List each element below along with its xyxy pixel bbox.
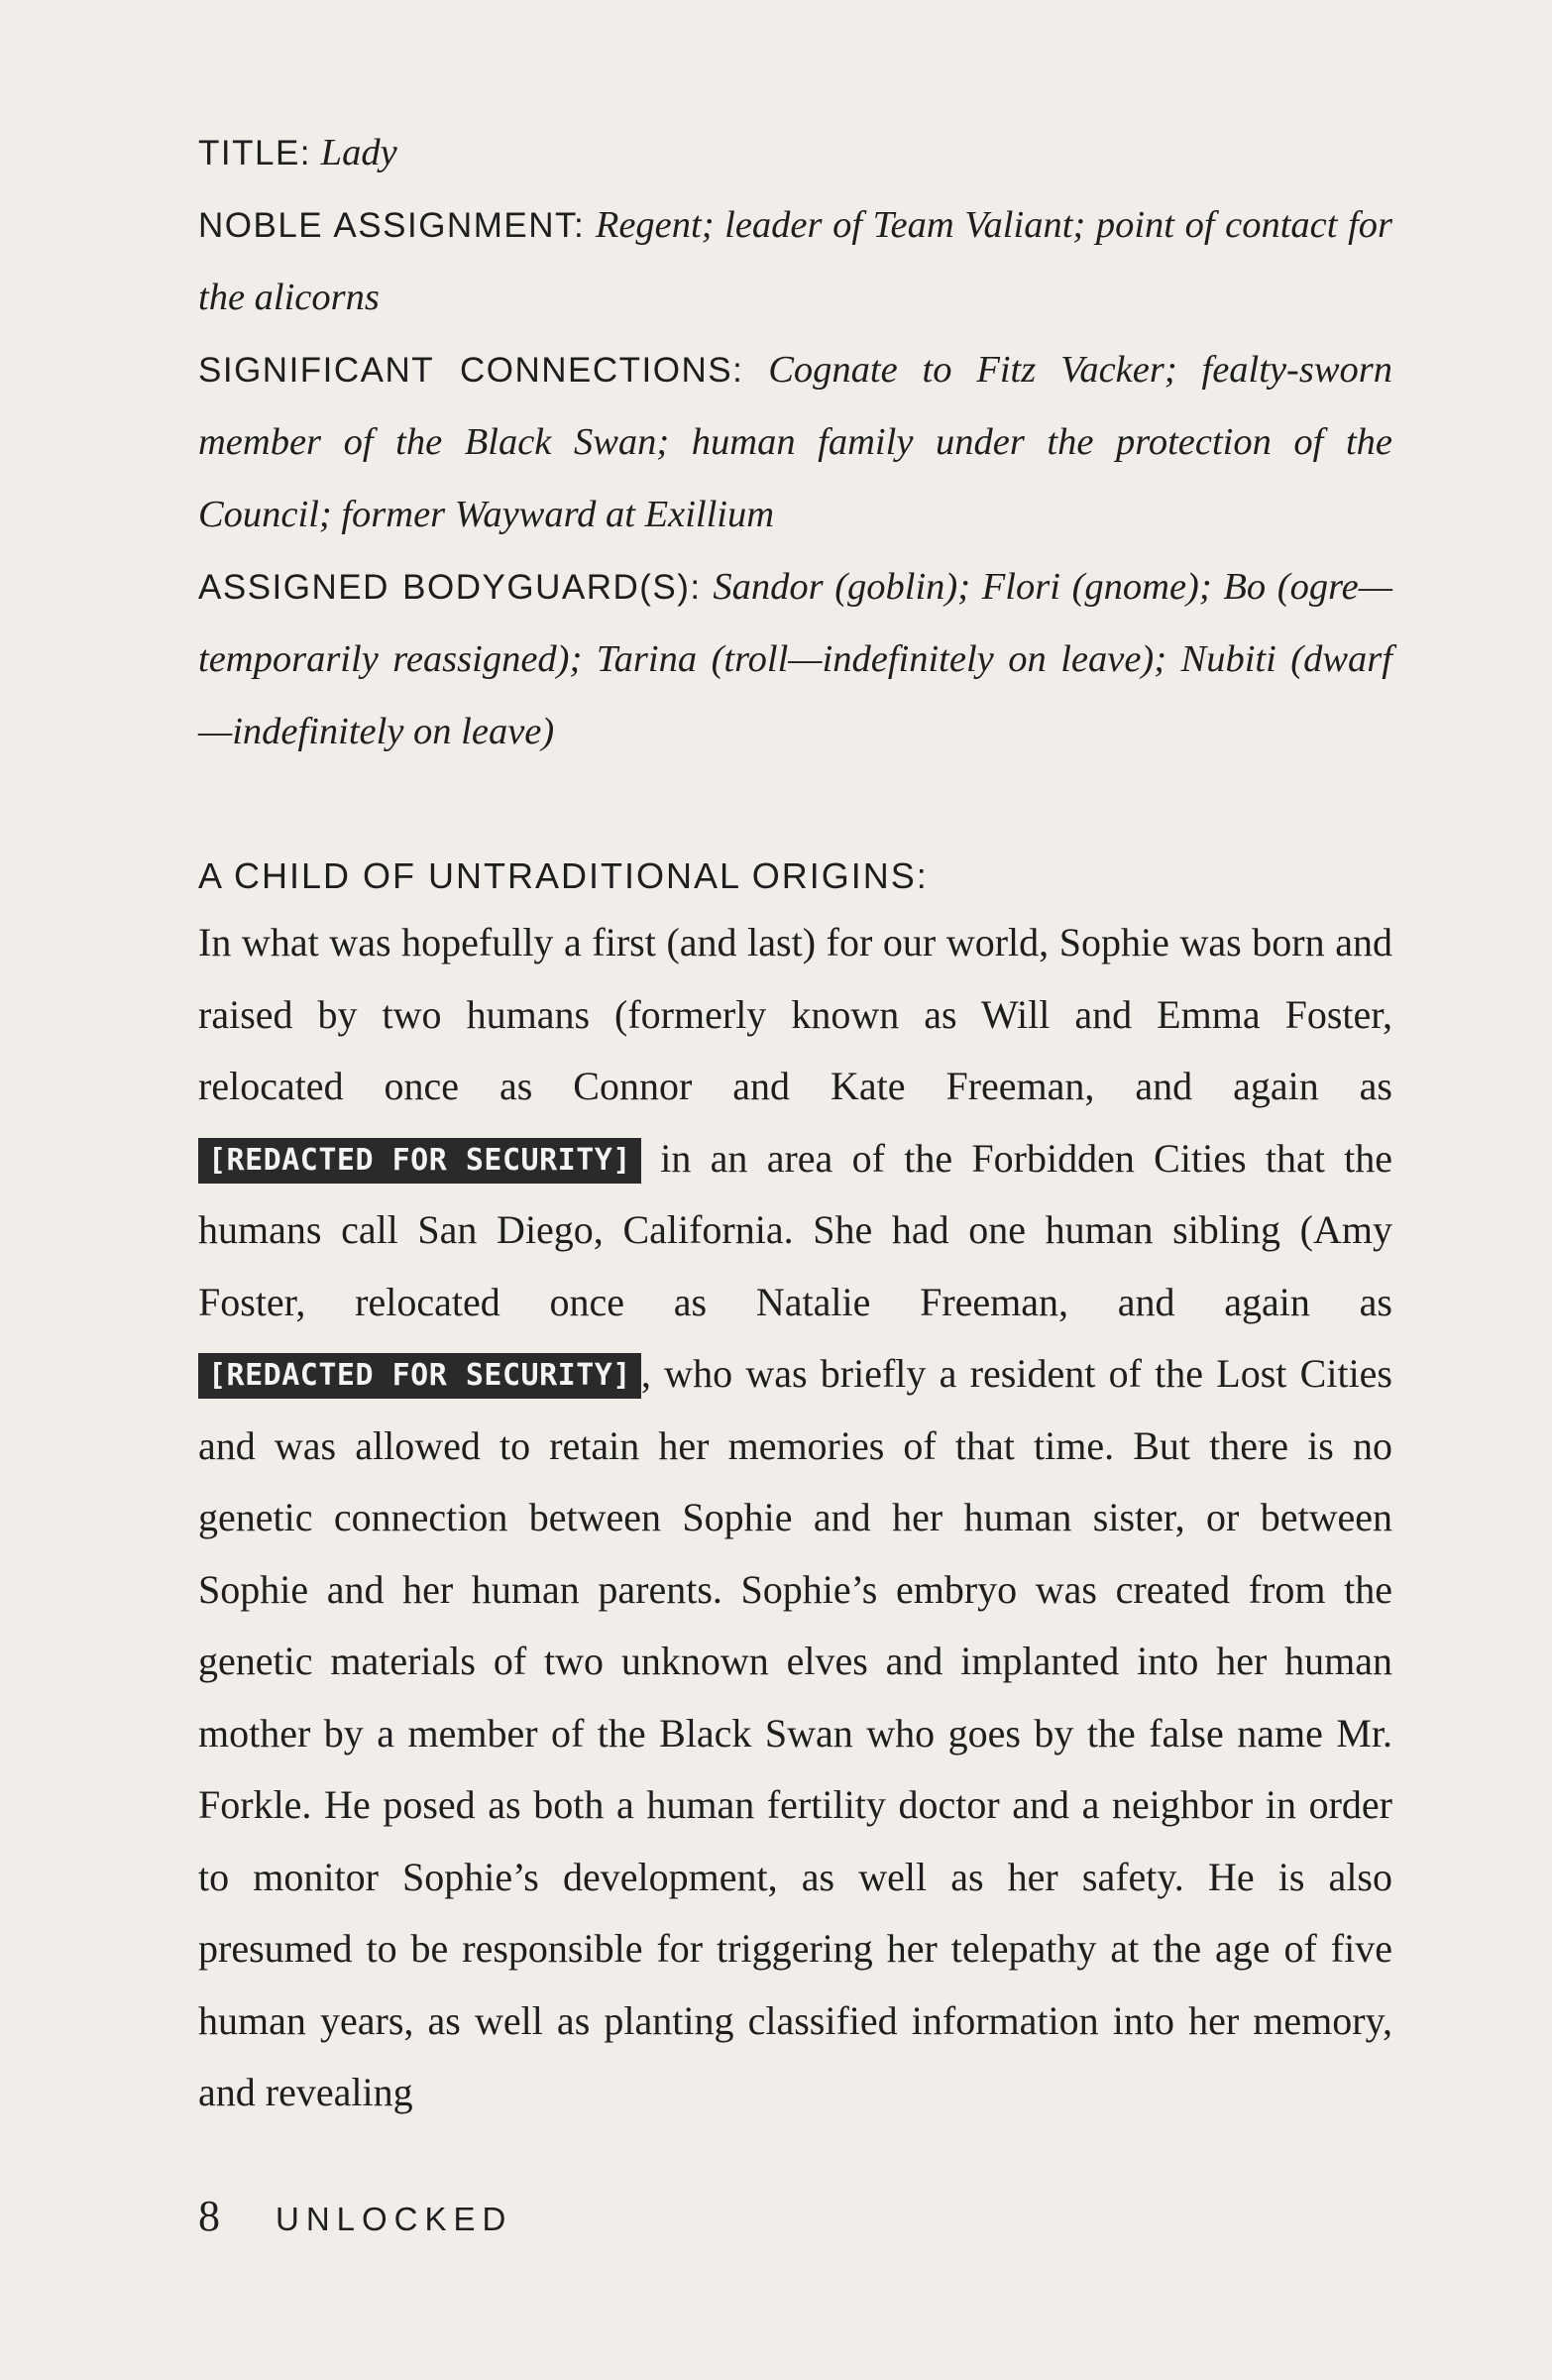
noble-assignment-field	[198, 189, 1392, 334]
significant-connections-field	[198, 334, 1392, 551]
section-heading: A CHILD OF UNTRADITIONAL ORIGINS:	[198, 855, 929, 896]
assigned-bodyguards-value: Sandor (goblin); Flori (gnome); Bo (ogre—temporarily reassigned); Tarina (troll—indefinitely on leave); Nubiti (dwarf—indefinitely on leave)	[198, 566, 1392, 752]
body-paragraph	[198, 907, 1392, 2129]
significant-connections-label: SIGNIFICANT CONNECTIONS:	[198, 351, 744, 390]
page-number: 8	[198, 2192, 220, 2240]
noble-assignment-value: Regent; leader of Team Valiant; point of contact for the alicorns	[198, 204, 1393, 318]
redaction-box-1: [REDACTED FOR SECURITY]	[198, 1138, 641, 1184]
page-content	[198, 117, 1392, 2129]
noble-assignment-label: NOBLE ASSIGNMENT:	[198, 206, 586, 245]
assigned-bodyguards-field	[198, 551, 1392, 768]
page-footer	[198, 2191, 512, 2241]
title-label: TITLE:	[198, 134, 312, 172]
body-text-part-1: In what was hopefully a first (and last) for our world, Sophie was born and raised by two humans (formerly known as Will and Emma Foster, relocated once as Connor and Kate Freeman, and again as	[198, 920, 1392, 1108]
assigned-bodyguards-label: ASSIGNED BODYGUARD(S):	[198, 568, 702, 607]
body-text-part-2: in an area of the Forbidden Cities that the humans call San Diego, California. She had one human sibling (Amy Foster, relocated once as Natalie Freeman, and again as	[198, 1135, 1392, 1324]
body-text-part-3: , who was briefly a resident of the Lost Cities and was allowed to retain her memories of that time. But there is no genetic connection between Sophie and her human sister, or between Sophie and her human parents. Sophie’s embryo was created from the genetic materials of two unknown elves and implanted into her human mother by a member of the Black Swan who goes by the false name Mr. Forkle. He posed as both a human fertility doctor and a neighbor in order to monitor Sophie’s development, as well as her safety. He is also presumed to be responsible for triggering her telepathy at the age of five human years, as well as planting classified information into her memory, and revealing	[198, 1351, 1392, 2114]
running-footer-title: UNLOCKED	[276, 2201, 513, 2237]
title-field	[198, 117, 1392, 189]
redaction-box-2: [REDACTED FOR SECURITY]	[198, 1353, 641, 1399]
title-value: Lady	[320, 132, 397, 173]
significant-connections-value: Cognate to Fitz Vacker; fealty-sworn member of the Black Swan; human family under the protection of the Council; former Wayward at Exillium	[198, 349, 1392, 535]
